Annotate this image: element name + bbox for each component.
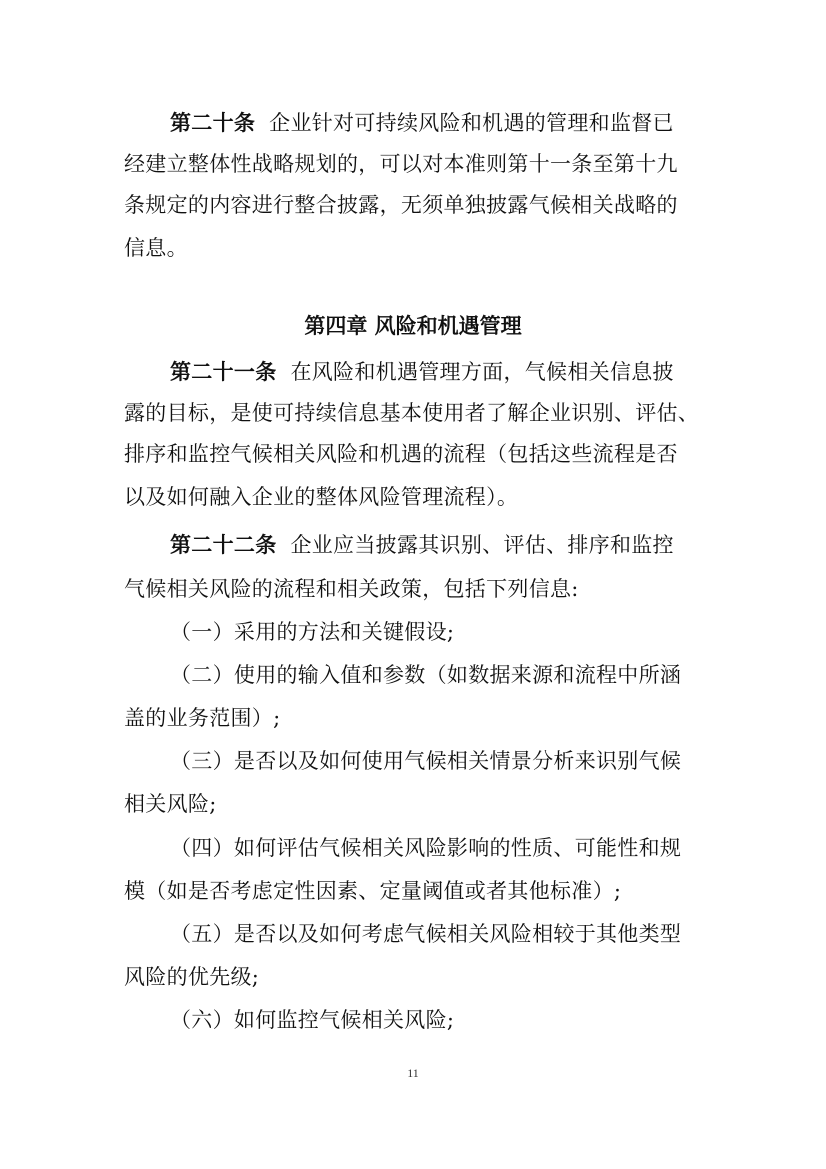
item-2-line-2: 盖的业务范围）; xyxy=(124,706,281,730)
article-20-line-2: 经建立整体性战略规划的，可以对本准则第十一条至第十九 xyxy=(124,152,678,176)
page-number: 11 xyxy=(407,1066,419,1080)
article-20-text-1: 企业针对可持续风险和机遇的管理和监督已 xyxy=(269,111,674,135)
article-21-label: 第二十一条 xyxy=(170,359,277,384)
article-20-line-3: 条规定的内容进行整合披露，无须单独披露气候相关战略的 xyxy=(124,193,678,217)
article-22-text-1: 企业应当披露其识别、评估、排序和监控 xyxy=(290,533,674,557)
item-4-line-2: 模（如是否考虑定性因素、定量阈值或者其他标准）; xyxy=(124,879,622,903)
item-5-line-1: （五）是否以及如何考虑气候相关风险相较于其他类型 xyxy=(170,922,682,946)
article-22-line-2: 气候相关风险的流程和相关政策，包括下列信息: xyxy=(124,577,579,601)
item-4-line-1: （四）如何评估气候相关风险影响的性质、可能性和规 xyxy=(170,836,682,860)
article-21-line-1 xyxy=(170,360,674,384)
article-20-line-4: 信息。 xyxy=(124,236,188,260)
item-1-line-1: （一）采用的方法和关键假设; xyxy=(170,620,455,644)
chapter-heading: 第四章 风险和机遇管理 xyxy=(304,314,522,338)
article-20-label: 第二十条 xyxy=(170,110,256,135)
article-21-line-4: 以及如何融入企业的整体风险管理流程）。 xyxy=(124,485,519,509)
article-22-label: 第二十二条 xyxy=(170,532,277,557)
article-22-line-1 xyxy=(170,533,674,557)
item-3-line-1: （三）是否以及如何使用气候相关情景分析来识别气候 xyxy=(170,749,682,773)
item-3-line-2: 相关风险; xyxy=(124,792,217,816)
item-6-line-1: （六）如何监控气候相关风险; xyxy=(170,1008,455,1032)
article-21-line-3: 排序和监控气候相关风险和机遇的流程（包括这些流程是否 xyxy=(124,442,678,466)
article-21-text-1: 在风险和机遇管理方面，气候相关信息披 xyxy=(290,360,674,384)
article-20-line-1 xyxy=(170,111,674,135)
item-5-line-2: 风险的优先级; xyxy=(124,965,260,989)
article-21-line-2: 露的目标，是使可持续信息基本使用者了解企业识别、评估、 xyxy=(124,401,700,425)
item-2-line-1: （二）使用的输入值和参数（如数据来源和流程中所涵 xyxy=(170,663,682,687)
